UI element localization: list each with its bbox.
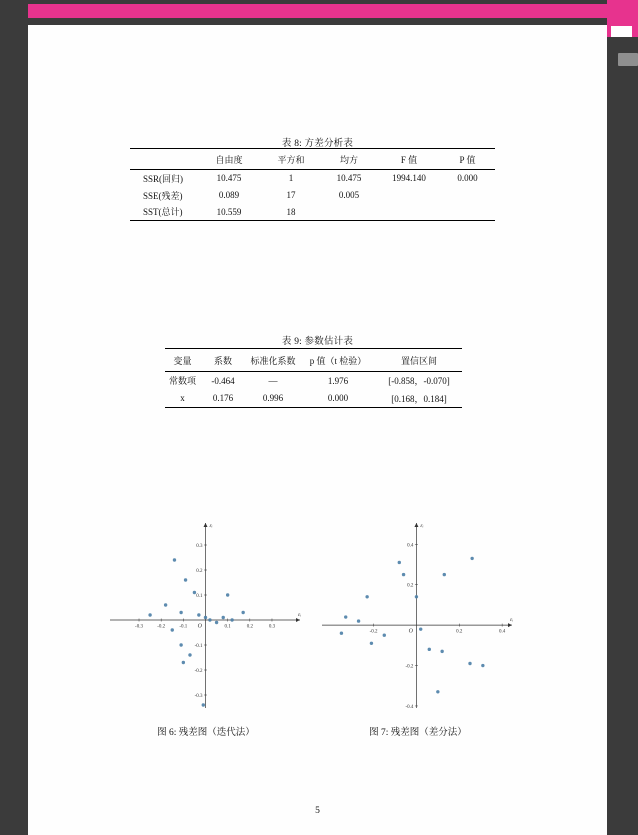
svg-text:-0.1: -0.1 — [194, 644, 203, 649]
table-row — [130, 204, 495, 221]
table-cell: 1994.140 — [392, 173, 426, 184]
svg-text:0.1: 0.1 — [196, 594, 203, 599]
table-header-row — [165, 349, 462, 372]
residual-scatter-plot-difference — [320, 520, 515, 710]
svg-text:-0.1: -0.1 — [179, 624, 188, 630]
table-cell: 0.005 — [338, 190, 360, 200]
table-cell: — — [268, 375, 278, 386]
svg-text:0.1: 0.1 — [224, 624, 231, 630]
svg-text:εᵢ: εᵢ — [509, 617, 513, 624]
parameter-estimates-table — [165, 348, 462, 408]
table-header-cell: 系数 — [200, 349, 246, 372]
svg-text:0.3: 0.3 — [268, 624, 276, 630]
svg-text:O: O — [408, 628, 413, 635]
svg-text:0.4: 0.4 — [407, 543, 414, 549]
table-header-cell: P 值 — [440, 149, 495, 170]
table8-title: 表 8: 方差分析表 — [281, 139, 354, 149]
table-cell: 0.176 — [212, 393, 234, 404]
table-header-cell: p 值（t 检验） — [300, 349, 376, 372]
viewer-top-bar — [28, 4, 607, 18]
table-header-cell: F 值 — [378, 149, 440, 170]
svg-text:0.2: 0.2 — [246, 624, 253, 630]
table-header-cell: 平方和 — [262, 149, 320, 170]
svg-text:-0.2: -0.2 — [194, 669, 203, 674]
table-cell: [-0.858，-0.070] — [388, 376, 450, 387]
table-cell — [320, 204, 378, 221]
table-cell: 常数项 — [168, 376, 196, 387]
table-cell: 10.475 — [336, 173, 362, 184]
table-cell: 0.000 — [457, 173, 478, 184]
svg-text:0.2: 0.2 — [196, 569, 203, 574]
svg-text:-0.4: -0.4 — [405, 704, 414, 710]
table-cell: 0.996 — [262, 393, 284, 404]
table-row — [165, 390, 462, 408]
svg-text:εᵢ: εᵢ — [209, 523, 213, 529]
table-cell: 1.976 — [327, 375, 349, 386]
table-header-cell: 置信区间 — [376, 349, 462, 372]
table-cell: SST(总计) — [143, 207, 183, 218]
table-cell: 18 — [286, 206, 296, 217]
residual-scatter-plot-iterative — [108, 520, 303, 710]
svg-text:0.2: 0.2 — [456, 629, 463, 635]
svg-text:-0.2: -0.2 — [157, 624, 166, 630]
viewer-toolbar-box[interactable] — [611, 26, 632, 37]
table-cell: -0.464 — [211, 375, 235, 386]
svg-text:-0.2: -0.2 — [369, 629, 378, 635]
table-row — [130, 187, 495, 204]
table-cell — [378, 204, 440, 221]
svg-text:εᵢ: εᵢ — [297, 612, 301, 618]
table-header-cell: 均方 — [320, 149, 378, 170]
svg-text:-0.3: -0.3 — [135, 624, 143, 630]
svg-text:-0.3: -0.3 — [194, 694, 203, 699]
table9-title: 表 9: 参数估计表 — [281, 337, 354, 347]
svg-text:0.2: 0.2 — [407, 583, 414, 589]
table-header-cell: 标准化系数 — [246, 349, 300, 372]
table-row — [130, 170, 495, 187]
figure6-caption: 图 6: 残差图（迭代法） — [157, 728, 255, 738]
page-number: 5 — [315, 806, 320, 816]
svg-text:-0.2: -0.2 — [405, 664, 414, 670]
table-header-cell — [130, 149, 196, 170]
table-cell: [0.168，0.184] — [391, 393, 447, 404]
table-cell: SSE(残差) — [143, 190, 183, 201]
table-cell — [440, 204, 495, 221]
svg-text:O: O — [197, 623, 202, 630]
table-cell — [378, 187, 440, 204]
table-cell: 17 — [286, 190, 296, 200]
table-cell: 10.559 — [216, 206, 242, 217]
table-cell: 1 — [288, 173, 294, 184]
svg-text:εᵢ: εᵢ — [420, 523, 424, 529]
scrollbar-thumb[interactable] — [618, 53, 638, 66]
table-cell: 0.089 — [218, 190, 240, 200]
table-cell — [440, 187, 495, 204]
table-header-cell: 变量 — [165, 349, 200, 372]
document-page — [28, 25, 607, 835]
table-cell: SSR(回归) — [143, 173, 184, 184]
table-header-cell: 自由度 — [196, 149, 262, 170]
table-header-row — [130, 149, 495, 170]
table-cell: 10.475 — [216, 173, 242, 184]
svg-text:0.4: 0.4 — [499, 629, 506, 635]
anova-table — [130, 148, 495, 221]
figure7-caption: 图 7: 残差图（差分法） — [369, 728, 467, 738]
svg-text:0.3: 0.3 — [196, 544, 203, 549]
table-cell: 0.000 — [327, 393, 349, 404]
table-cell: x — [180, 393, 185, 404]
table-row — [165, 372, 462, 390]
